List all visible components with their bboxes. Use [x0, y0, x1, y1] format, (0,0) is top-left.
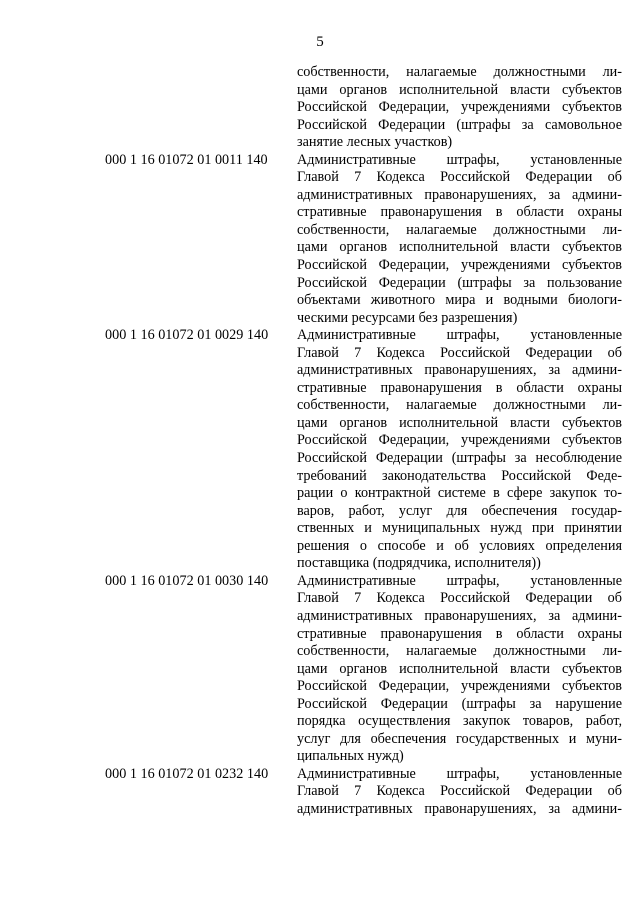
- description-line: Главой 7 Кодекса Российской Федерации об: [297, 590, 622, 607]
- table-row: [105, 327, 622, 573]
- description-line: Российской Федерации (штрафы за нарушение: [297, 695, 622, 712]
- description-line: стративные правонарушения в области охраны: [297, 204, 622, 221]
- description-line: цами органов исполнительной власти субъектов: [297, 239, 622, 256]
- description-line: административных правонарушениях, за админи-: [297, 362, 622, 379]
- description-line: административных правонарушениях, за админи-: [297, 186, 622, 203]
- description-line: поставщика (подрядчика, исполнителя)): [297, 555, 541, 572]
- description-line: Главой 7 Кодекса Российской Федерации об: [297, 783, 622, 800]
- description-line: Российской Федерации (штрафы за несоблюдение: [297, 450, 622, 467]
- budget-code: 000 1 16 01072 01 0011 140: [105, 151, 268, 168]
- description-line: Российской Федерации, учреждениями субъектов: [297, 99, 622, 116]
- income-description: [297, 766, 622, 819]
- income-description: [297, 64, 622, 152]
- description-line: Административные штрафы, установленные: [297, 572, 622, 589]
- table-row: [105, 64, 622, 152]
- description-line: Административные штрафы, установленные: [297, 327, 622, 344]
- description-line: Российской Федерации (штрафы за пользование: [297, 274, 622, 291]
- description-line: Российской Федерации, учреждениями субъектов: [297, 432, 622, 449]
- description-line: объектами животного мира и водными биологи-: [297, 292, 622, 309]
- budget-code: 000 1 16 01072 01 0232 140: [105, 765, 269, 782]
- description-line: собственности, налагаемые должностными ли-: [297, 643, 622, 660]
- page-number: 5: [316, 34, 324, 50]
- table-row: [105, 152, 622, 327]
- description-line: административных правонарушениях, за админи-: [297, 800, 622, 817]
- description-line: услуг для обеспечения государственных и муни-: [297, 730, 622, 747]
- description-line: административных правонарушениях, за админи-: [297, 607, 622, 624]
- description-line: стративные правонарушения в области охраны: [297, 625, 622, 642]
- description-line: рации о контрактной системе в сфере закупок то-: [297, 485, 622, 502]
- budget-code: 000 1 16 01072 01 0029 140: [105, 327, 269, 344]
- description-line: ственных и муниципальных нужд при принятии: [297, 520, 622, 537]
- description-line: собственности, налагаемые должностными ли-: [297, 221, 622, 238]
- description-line: занятие лесных участков): [297, 134, 453, 151]
- description-line: варов, работ, услуг для обеспечения государ-: [297, 502, 622, 519]
- income-description: [297, 327, 622, 573]
- description-line: Главой 7 Кодекса Российской Федерации об: [297, 344, 622, 361]
- description-line: собственности, налагаемые должностными ли-: [297, 64, 622, 80]
- description-line: ческими ресурсами без разрешения): [297, 309, 518, 326]
- income-description: [297, 573, 622, 766]
- table-row: [105, 766, 622, 819]
- table-row: [105, 573, 622, 766]
- description-line: Российской Федерации, учреждениями субъектов: [297, 678, 622, 695]
- description-line: собственности, налагаемые должностными ли-: [297, 397, 622, 414]
- income-description: [297, 152, 622, 327]
- description-line: цами органов исполнительной власти субъектов: [297, 660, 622, 677]
- description-line: ципальных нужд): [297, 748, 404, 765]
- budget-code: 000 1 16 01072 01 0030 140: [105, 572, 269, 589]
- description-line: требований законодательства Российской Феде-: [297, 467, 622, 484]
- description-line: Административные штрафы, установленные: [297, 765, 622, 782]
- description-line: Российской Федерации, учреждениями субъектов: [297, 257, 622, 274]
- description-line: стративные правонарушения в области охраны: [297, 379, 622, 396]
- description-line: цами органов исполнительной власти субъектов: [297, 414, 622, 431]
- description-line: Главой 7 Кодекса Российской Федерации об: [297, 169, 622, 186]
- description-line: Российской Федерации (штрафы за самовольное: [297, 116, 622, 133]
- description-line: порядка осуществления закупок товаров, работ,: [297, 713, 622, 730]
- description-line: цами органов исполнительной власти субъектов: [297, 81, 622, 98]
- classification-table: [105, 64, 622, 819]
- description-line: Административные штрафы, установленные: [297, 151, 622, 168]
- description-line: решения о способе и об условиях определения: [297, 537, 622, 554]
